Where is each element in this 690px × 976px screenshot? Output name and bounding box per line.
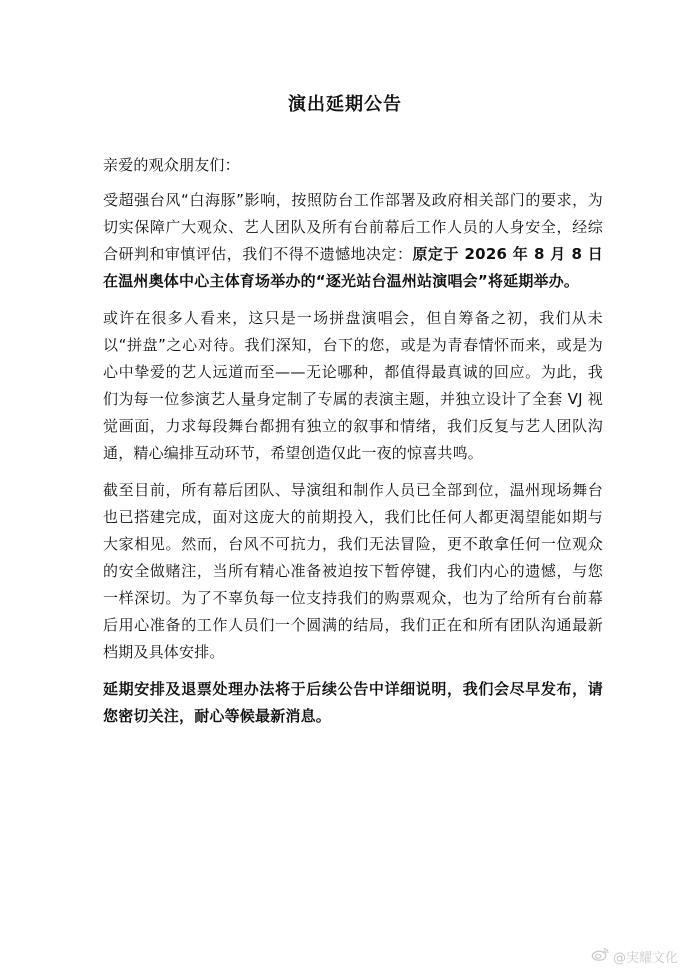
refund-notice-text: 延期安排及退票处理办法将于后续公告中详细说明，我们会尽早发布，请您密切关注，耐心等候最新消息。: [103, 680, 603, 725]
paragraph-typhoon-text: 受超强台风“白海豚”影响，按照防台工作部署及政府相关部门的要求，为切实保障广大观众、艺人团队及所有台前幕后工作人员的人身安全，经综合研判和审慎评估，我们不得不遗憾地决定：: [103, 191, 603, 263]
postponement-statement: 原定于 2026 年 8 月 8 日在温州奥体中心主体育场举办的“逐光站台温州站演唱会”将延期举办。: [103, 245, 603, 290]
announcement-title: 演出延期公告: [288, 94, 402, 115]
watermark-text: @実耀文化: [612, 950, 678, 966]
paragraph-typhoon-notice: [103, 187, 603, 295]
source-watermark: [591, 946, 678, 966]
greeting: 亲爱的观众朋友们：: [103, 156, 240, 174]
weibo-icon: [591, 946, 609, 966]
announcement-body: [103, 152, 603, 740]
paragraph-refund-notice: [103, 676, 603, 730]
paragraph-current-status: 截至目前，所有幕后团队、导演组和制作人员已全部到位，温州现场舞台也已搭建完成，面对这庞大的前期投入，我们比任何人都更渴望能如期与大家相见。然而，台风不可抗力，我们无法冒险，更不敢拿任何一位观众的安全做赌注，当所有精心准备被迫按下暂停键，我们内心的遗憾，与您一样深切。为了不辜负每一位支持我们的购票观众，也为了给所有台前幕后用心准备的工作人员们一个圆满的结局，我们正在和所有团队沟通最新档期及具体安排。: [103, 481, 603, 661]
paragraph-concert-preparation: 或许在很多人看来，这只是一场拼盘演唱会，但自筹备之初，我们从未以“拼盘”之心对待。我们深知，台下的您，或是为青春情怀而来，或是为心中挚爱的艺人远道而至——无论哪种，都值得最真诚的回应。为此，我们为每一位参演艺人量身定制了专属的表演主题，并独立设计了全套 VJ 视觉画面，力求每段舞台都拥有独立的叙事和情绪，我们反复与艺人团队沟通，精心编排互动环节，希望创造仅此一夜的惊喜共鸣。: [103, 309, 603, 462]
